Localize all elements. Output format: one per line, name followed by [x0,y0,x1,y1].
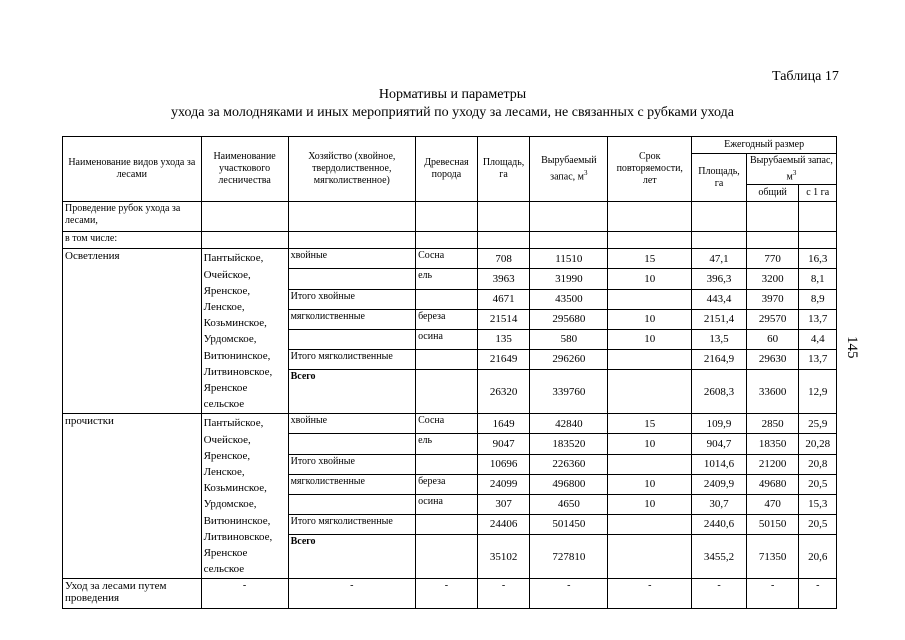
header-period: Срок повторяемости, лет [608,137,692,202]
species-cell [416,514,478,534]
volume-cell: 496800 [530,474,608,494]
annual-area-cell: 109,9 [692,414,747,434]
forestry-list: Пантыйское, Очейское, Яренское, Ленское, Козьминское, Урдомское, Витюнинское, Литвиновское, Яренское сельское [201,249,288,414]
annual-area-cell: 2151,4 [692,309,747,329]
farm-cell: мягколиственные [288,474,415,494]
annual-area-cell: 1014,6 [692,454,747,474]
farm-cell [288,434,415,454]
annual-perha-cell: 13,7 [799,309,837,329]
norms-table [62,136,837,609]
volume-cell: 43500 [530,289,608,309]
annual-total-cell: 3970 [746,289,799,309]
annual-total-cell: 470 [746,494,799,514]
dash-cell: - [416,579,478,609]
care-type: Уход за лесами путем проведения [63,579,202,609]
table-row [63,249,837,269]
annual-area-cell: 2164,9 [692,349,747,369]
period-cell [608,349,692,369]
species-cell: береза [416,474,478,494]
annual-perha-cell: 25,9 [799,414,837,434]
period-cell: 10 [608,474,692,494]
farm-cell: Итого мягколиственные [288,514,415,534]
farm-cell: Итого хвойные [288,289,415,309]
annual-area-cell: 13,5 [692,329,747,349]
farm-cell: Всего [288,369,415,413]
period-cell [608,454,692,474]
area-cell: 21514 [477,309,530,329]
annual-perha-cell: 20,8 [799,454,837,474]
species-cell: ель [416,434,478,454]
volume-cell: 183520 [530,434,608,454]
header-area: Площадь, га [477,137,530,202]
period-cell [608,514,692,534]
species-cell: Сосна [416,414,478,434]
area-cell: 4671 [477,289,530,309]
annual-total-cell: 29570 [746,309,799,329]
period-cell: 10 [608,309,692,329]
table-title-line2: ухода за молодняками и иных мероприятий по уходу за лесами, не связанных с рубками ухода [171,105,734,120]
table-title-line1: Нормативы и параметры [378,87,527,102]
period-cell: 10 [608,434,692,454]
species-cell [416,534,478,578]
area-cell: 26320 [477,369,530,413]
annual-perha-cell: 20,6 [799,534,837,578]
dash-cell: - [201,579,288,609]
farm-cell [288,329,415,349]
header-volume: Вырубаемый запас, $м^3$ [530,137,608,202]
annual-area-cell: 443,4 [692,289,747,309]
annual-total-cell: 71350 [746,534,799,578]
volume-cell: 295680 [530,309,608,329]
table-row [63,414,837,434]
farm-cell: Всего [288,534,415,578]
annual-total-cell: 33600 [746,369,799,413]
forestry-list: Пантыйское, Очейское, Яренское, Ленское, Козьминское, Урдомское, Витюнинское, Литвиновское, Яренское сельское [201,414,288,579]
species-cell: осина [416,494,478,514]
area-cell: 1649 [477,414,530,434]
period-cell [608,289,692,309]
species-cell [416,349,478,369]
volume-cell: 226360 [530,454,608,474]
volume-cell: 31990 [530,269,608,289]
annual-total-cell: 50150 [746,514,799,534]
annual-area-cell: 396,3 [692,269,747,289]
annual-total-cell: 770 [746,249,799,269]
volume-cell: 501450 [530,514,608,534]
annual-total-cell: 49680 [746,474,799,494]
period-cell: 15 [608,414,692,434]
dash-cell: - [530,579,608,609]
volume-cell: 42840 [530,414,608,434]
area-cell: 24099 [477,474,530,494]
volume-cell: 296260 [530,349,608,369]
annual-area-cell: 2409,9 [692,474,747,494]
volume-cell: 580 [530,329,608,349]
volume-cell: 11510 [530,249,608,269]
period-cell [608,534,692,578]
farm-cell [288,494,415,514]
period-cell: 10 [608,494,692,514]
table-row [63,202,837,232]
annual-perha-cell: 20,5 [799,474,837,494]
annual-total-cell: 21200 [746,454,799,474]
annual-area-cell: 904,7 [692,434,747,454]
annual-perha-cell: 15,3 [799,494,837,514]
species-cell: береза [416,309,478,329]
header-annual-volume: Вырубаемый запас, $м^3$ [746,154,836,185]
intro-row-label: Проведение рубок ухода за лесами, [63,202,202,232]
annual-area-cell: 2440,6 [692,514,747,534]
care-type: Осветления [63,249,202,414]
farm-cell: мягколиственные [288,309,415,329]
header-type: Наименование видов ухода за лесами [63,137,202,202]
header-farm: Хозяйство (хвойное, твердолиственное, мягколиственное) [288,137,415,202]
table-row [63,232,837,249]
volume-cell: 4650 [530,494,608,514]
area-cell: 307 [477,494,530,514]
header-forestry: Наименование участкового лесничества [201,137,288,202]
species-cell: осина [416,329,478,349]
annual-total-cell: 18350 [746,434,799,454]
annual-total-cell: 2850 [746,414,799,434]
area-cell: 9047 [477,434,530,454]
farm-cell: Итого хвойные [288,454,415,474]
area-cell: 135 [477,329,530,349]
header-annual-area: Площадь, га [692,154,747,202]
annual-area-cell: 47,1 [692,249,747,269]
period-cell: 10 [608,269,692,289]
species-cell [416,289,478,309]
dash-cell: - [608,579,692,609]
dash-cell: - [288,579,415,609]
annual-perha-cell: 8,9 [799,289,837,309]
period-cell [608,369,692,413]
dash-cell: - [746,579,799,609]
area-cell: 3963 [477,269,530,289]
annual-perha-cell: 16,3 [799,249,837,269]
page-number: 145 [844,336,860,359]
header-per-ha: с 1 га [799,185,837,202]
table-label: Таблица 17 [772,69,839,84]
annual-area-cell: 3455,2 [692,534,747,578]
annual-total-cell: 60 [746,329,799,349]
table-row [63,579,837,609]
farm-cell: хвойные [288,414,415,434]
annual-perha-cell: 20,5 [799,514,837,534]
header-total: общий [746,185,799,202]
area-cell: 10696 [477,454,530,474]
area-cell: 21649 [477,349,530,369]
species-cell: Сосна [416,249,478,269]
volume-cell: 339760 [530,369,608,413]
volume-cell: 727810 [530,534,608,578]
annual-total-cell: 3200 [746,269,799,289]
annual-area-cell: 30,7 [692,494,747,514]
species-cell [416,454,478,474]
area-cell: 24406 [477,514,530,534]
dash-cell: - [799,579,837,609]
area-cell: 35102 [477,534,530,578]
care-type: прочистки [63,414,202,579]
header-species: Древесная порода [416,137,478,202]
area-cell: 708 [477,249,530,269]
annual-perha-cell: 20,28 [799,434,837,454]
intro-row-label: в том числе: [63,232,202,249]
annual-perha-cell: 4,4 [799,329,837,349]
annual-perha-cell: 13,7 [799,349,837,369]
header-annual: Ежегодный размер [692,137,837,154]
dash-cell: - [692,579,747,609]
farm-cell: хвойные [288,249,415,269]
farm-cell: Итого мягколиственные [288,349,415,369]
period-cell: 15 [608,249,692,269]
dash-cell: - [477,579,530,609]
annual-perha-cell: 12,9 [799,369,837,413]
period-cell: 10 [608,329,692,349]
species-cell [416,369,478,413]
annual-area-cell: 2608,3 [692,369,747,413]
species-cell: ель [416,269,478,289]
annual-perha-cell: 8,1 [799,269,837,289]
farm-cell [288,269,415,289]
annual-total-cell: 29630 [746,349,799,369]
